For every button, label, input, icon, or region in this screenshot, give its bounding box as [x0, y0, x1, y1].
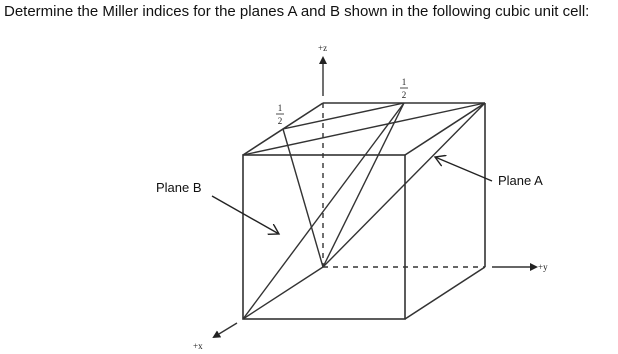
cube-edges	[243, 103, 485, 319]
y-axis-label: +y	[538, 262, 548, 272]
cube-front-face	[243, 155, 405, 319]
axes	[214, 58, 536, 337]
plane-b-label: Plane B	[156, 180, 202, 195]
fraction-left-denominator: 2	[277, 116, 283, 126]
plane-b-pointer-arrow	[212, 196, 279, 234]
plane-a-lines	[243, 103, 485, 319]
fraction-right	[400, 77, 408, 100]
z-axis-label: +z	[318, 43, 328, 53]
fraction-left-numerator: 1	[277, 103, 283, 113]
x-axis-arrow	[214, 323, 237, 337]
fraction-right-denominator: 2	[401, 90, 407, 100]
x-axis-label: +x	[193, 341, 203, 351]
fraction-left	[276, 103, 284, 126]
question-text: Determine the Miller indices for the planes A and B shown in the following cubic unit cell:	[4, 3, 590, 20]
plane-a-label: Plane A	[498, 173, 543, 188]
plane-a-pointer-arrow	[435, 157, 492, 181]
fraction-right-numerator: 1	[401, 77, 407, 87]
